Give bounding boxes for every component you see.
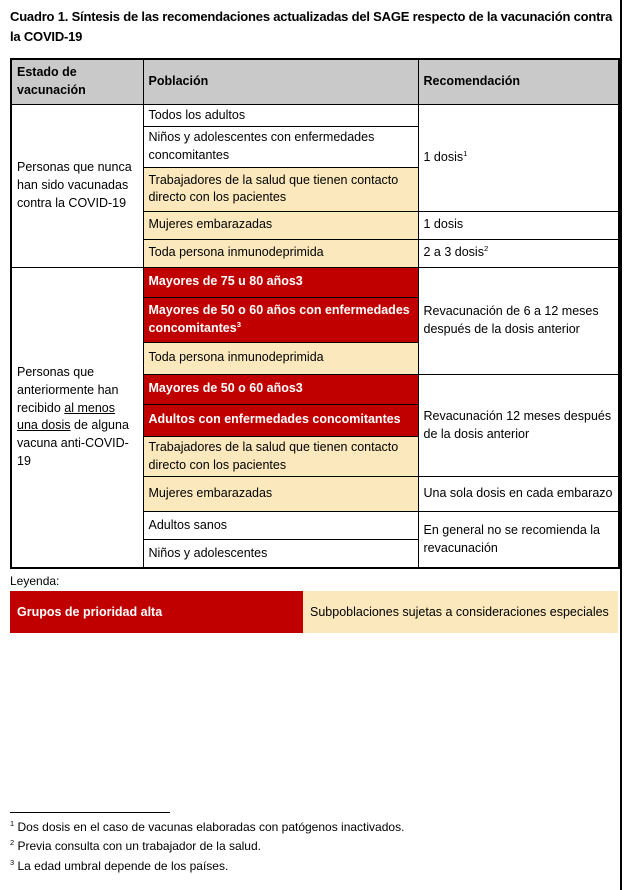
group-prev-text-underlined: al menos una dosis	[17, 400, 115, 433]
rec-revacunacion-6-12-cell: Revacunación de 6 a 12 meses después de la dosis anterior	[418, 267, 619, 374]
footnote-2-marker: 2	[10, 838, 15, 848]
group-prev-text-post: de alguna vacuna anti-COVID-19	[17, 418, 129, 468]
poblacion-inmunodeprimida-1: Toda persona inmunodeprimida	[143, 239, 418, 267]
header-row	[11, 59, 619, 104]
footnote-3-text: La edad umbral depende de los países.	[17, 858, 229, 873]
legend-special-considerations-cell: Subpoblaciones sujetas a consideraciones especiales	[303, 591, 618, 633]
poblacion-todos-adultos: Todos los adultos	[143, 104, 418, 127]
footnote-1	[10, 818, 570, 837]
group-never-vaccinated-cell: Personas que nunca han sido vacunadas contra la COVID-19	[11, 104, 143, 267]
poblacion-mayores-50-60-concomitantes	[143, 297, 418, 342]
footnote-3	[10, 857, 570, 876]
legend-label: Leyenda:	[10, 574, 60, 588]
col-header-poblacion: Población	[143, 59, 418, 104]
rec-1-dosis-footnote-marker: 1	[463, 148, 468, 158]
col-header-estado: Estado de vacunación	[11, 59, 143, 104]
legend-table	[10, 591, 618, 633]
rec-1-dosis-embarazadas-cell: 1 dosis	[418, 211, 619, 239]
footnotes-separator	[10, 812, 170, 813]
rec-2-3-dosis-text: 2 a 3 dosis	[423, 245, 484, 260]
page-right-edge	[620, 0, 622, 890]
poblacion-trabajadores-salud-1: Trabajadores de la salud que tienen contacto directo con los pacientes	[143, 167, 418, 211]
poblacion-mayores-50-60: Mayores de 50 o 60 años3	[143, 374, 418, 404]
table-row	[11, 104, 619, 127]
rec-1-dosis-cell	[418, 104, 619, 211]
footnote-1-text: Dos dosis en el caso de vacunas elaboradas con patógenos inactivados.	[17, 820, 405, 834]
rec-2-3-dosis-cell	[418, 239, 619, 267]
footnote-2-text: Previa consulta con un trabajador de la salud.	[17, 839, 261, 854]
poblacion-adultos-sanos: Adultos sanos	[143, 512, 418, 540]
rec-una-dosis-embarazo-cell: Una sola dosis en cada embarazo	[418, 477, 619, 512]
rec-no-revacunacion-cell: En general no se recomienda la revacunación	[418, 512, 619, 568]
poblacion-ninos-concomitantes: Niños y adolescentes con enfermedades concomitantes	[143, 127, 418, 168]
poblacion-mayores-50-60-concomitantes-text: Mayores de 50 o 60 años con enfermedades concomitantes	[148, 303, 410, 335]
rec-2-3-dosis-footnote-marker: 2	[483, 244, 489, 254]
poblacion-mayores-75-80: Mayores de 75 u 80 años3	[143, 267, 418, 297]
rec-revacunacion-12-cell: Revacunación 12 meses después de la dosis anterior	[418, 374, 619, 477]
poblacion-trabajadores-salud-2: Trabajadores de la salud que tienen contacto directo con los pacientes	[143, 436, 418, 477]
table-row	[11, 267, 619, 297]
poblacion-mayores-50-60-concomitantes-footnote-marker: 3	[236, 319, 242, 329]
group-prev-text-pre: Personas que anteriormente han recibido	[17, 365, 119, 415]
footnotes-section	[10, 812, 570, 876]
group-previously-vaccinated-cell	[11, 267, 143, 568]
poblacion-adultos-concomitantes: Adultos con enfermedades concomitantes	[143, 404, 418, 436]
poblacion-inmunodeprimida-2: Toda persona inmunodeprimida	[143, 342, 418, 374]
col-header-recomendacion: Recomendación	[418, 59, 619, 104]
document-title: Cuadro 1. Síntesis de las recomendaciones actualizadas del SAGE respecto de la vacunación contra la COVID-19	[10, 9, 613, 44]
poblacion-mujeres-embarazadas-1: Mujeres embarazadas	[143, 211, 418, 239]
footnote-3-marker: 3	[10, 857, 15, 867]
poblacion-mujeres-embarazadas-2: Mujeres embarazadas	[143, 477, 418, 512]
rec-1-dosis-text: 1 dosis	[423, 149, 464, 164]
poblacion-ninos-adolescentes: Niños y adolescentes	[143, 540, 418, 568]
recommendations-table	[10, 58, 620, 569]
legend-high-priority-cell: Grupos de prioridad alta	[10, 591, 303, 633]
footnote-1-marker: 1	[10, 819, 15, 828]
legend-row	[10, 591, 618, 633]
footnote-2	[10, 837, 570, 856]
